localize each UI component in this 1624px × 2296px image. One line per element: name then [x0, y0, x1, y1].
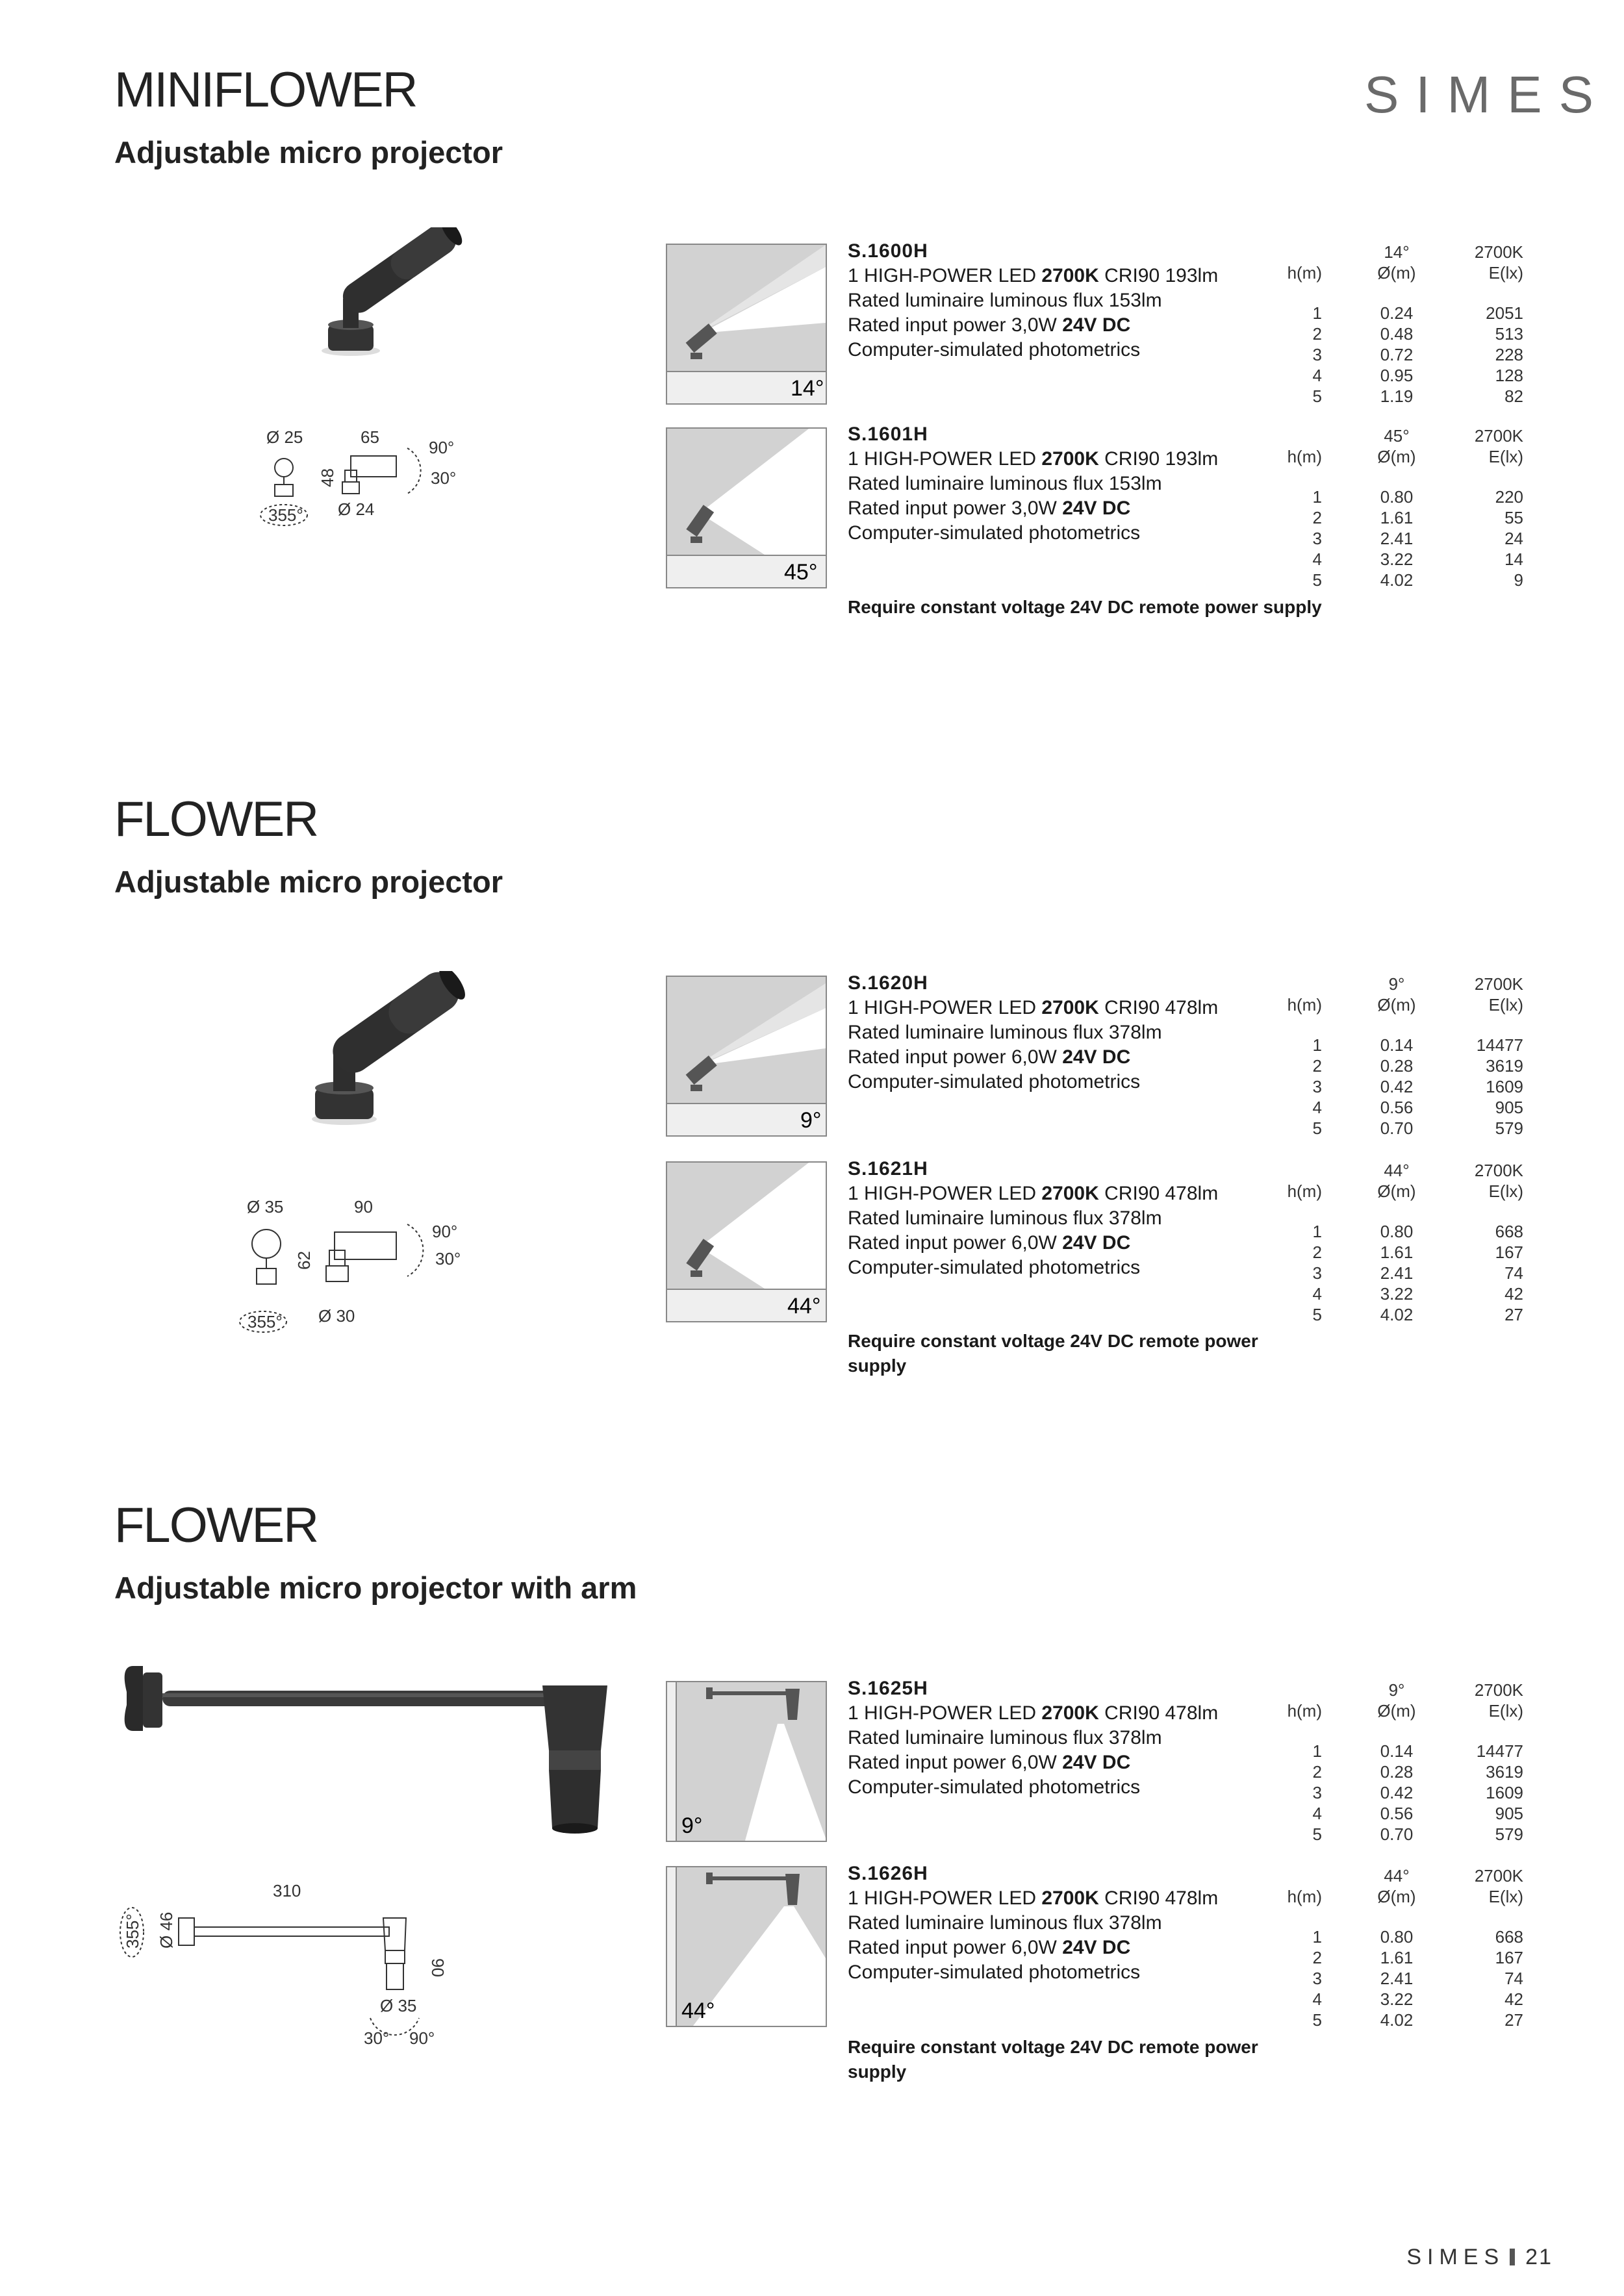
footer-divider	[1510, 2249, 1515, 2265]
photometric-table: 14° 2700K h(m) Ø(m) E(lx) 1 0.24 2051 2 0.48 513 3 0.72 228 4 0.95 128 5 1.19 82	[1289, 242, 1536, 407]
photometric-diagram	[666, 1866, 827, 2027]
table-row: 3 0.42 1609	[1312, 1077, 1523, 1096]
table-row: 1 0.80 668	[1312, 1927, 1523, 1947]
table-row: 2 0.28 3619	[1312, 1056, 1523, 1076]
photometric-diagram	[666, 244, 827, 405]
dimension-drawing-miniflower	[257, 422, 477, 533]
photometric-table: 44° 2700K h(m) Ø(m) E(lx) 1 0.80 668 2 1.61 167 3 2.41 74 4 3.22 42 5 4.02 27	[1289, 1865, 1536, 2030]
dim-dia-top: Ø 35	[247, 1197, 284, 1217]
product-code: S.1625H	[848, 1678, 928, 1699]
table-row: 1 0.24 2051	[1312, 303, 1523, 323]
table-row: 5 1.19 82	[1312, 386, 1523, 406]
table-row: 3 2.41 74	[1312, 1263, 1523, 1283]
table-row: 5 4.02 27	[1312, 2010, 1523, 2030]
section-subtitle: Adjustable micro projector	[114, 135, 503, 170]
table-row: 5 4.02 9	[1312, 570, 1523, 590]
dim-rotation: 355°	[247, 1312, 283, 1331]
photometric-table: 44° 2700K h(m) Ø(m) E(lx) 1 0.80 668 2 1.61 167 3 2.41 74 4 3.22 42 5 4.02 27	[1289, 1160, 1536, 1325]
table-row: 2 1.61 167	[1312, 1948, 1523, 1967]
section-subtitle: Adjustable micro projector	[114, 864, 503, 899]
product-code: S.1600H	[848, 240, 928, 262]
section-subtitle: Adjustable micro projector with arm	[114, 1571, 637, 1605]
product-code: S.1621H	[848, 1158, 928, 1180]
dim-tilt-min: 30°	[431, 468, 457, 488]
page-number: 21	[1525, 2245, 1553, 2269]
power-supply-note: Require constant voltage 24V DC remote power supply	[848, 1331, 1258, 1376]
dim-length: 65	[361, 427, 379, 447]
section-title-flower-arm: FLOWER	[114, 1498, 318, 1553]
dim-dia-wall: Ø 46	[157, 1911, 176, 1949]
dim-rotation: 355°	[268, 505, 303, 525]
table-row: 4 3.22 14	[1312, 549, 1523, 569]
power-supply-note: Require constant voltage 24V DC remote power supply	[848, 2037, 1258, 2082]
photometric-diagram	[666, 427, 827, 588]
table-row: 4 0.56 905	[1312, 1804, 1523, 1823]
dim-length: 90	[354, 1197, 373, 1217]
table-row: 4 3.22 42	[1312, 1989, 1523, 2009]
dim-dia-head: Ø 35	[380, 1996, 417, 2015]
dim-dia-base: Ø 24	[338, 499, 375, 519]
product-code: S.1620H	[848, 972, 928, 994]
dim-height: 48	[318, 468, 337, 487]
dim-rotation: 355°	[123, 1913, 142, 1949]
beam-angle-label: 44°	[787, 1294, 821, 1318]
dim-tilt-min: 30°	[435, 1249, 461, 1268]
section-title-flower: FLOWER	[114, 792, 318, 847]
dim-height: 62	[294, 1251, 314, 1270]
product-spec-s1626h: S.1626H 1 HIGH-POWER LED 2700K CRI90 478lm Rated luminaire luminous flux 378lm Rated input power 6,0W 24V DC Computer-simulated photometrics	[848, 1861, 1354, 1985]
photometric-diagram	[666, 1681, 827, 1842]
table-row: 5 0.70 579	[1312, 1118, 1523, 1138]
product-spec-s1621h: S.1621H 1 HIGH-POWER LED 2700K CRI90 478lm Rated luminaire luminous flux 378lm Rated input power 6,0W 24V DC Computer-simulated photometrics	[848, 1157, 1354, 1280]
dim-tilt-min: 30°	[364, 2028, 390, 2048]
photometric-diagram	[666, 976, 827, 1137]
beam-angle-label: 14°	[791, 376, 824, 401]
beam-angle-label: 44°	[681, 1999, 715, 2023]
photometric-diagram	[666, 1161, 827, 1322]
product-code: S.1626H	[848, 1863, 928, 1884]
dim-dia-top: Ø 25	[266, 427, 303, 447]
table-row: 1 0.80 220	[1312, 487, 1523, 507]
dim-tilt-max: 90°	[432, 1222, 458, 1241]
table-row: 2 1.61 55	[1312, 508, 1523, 527]
table-row: 2 1.61 167	[1312, 1243, 1523, 1262]
dimension-drawing-flower-arm	[114, 1874, 451, 2049]
dim-dia-base: Ø 30	[318, 1306, 355, 1326]
table-row: 2 0.48 513	[1312, 324, 1523, 344]
beam-angle-label: 9°	[800, 1108, 822, 1133]
table-row: 2 0.28 3619	[1312, 1762, 1523, 1782]
dimension-drawing-flower	[237, 1192, 471, 1341]
brand-logo: SIMES	[1364, 66, 1610, 123]
photometric-table: 9° 2700K h(m) Ø(m) E(lx) 1 0.14 14477 2 0.28 3619 3 0.42 1609 4 0.56 905 5 0.70 579	[1289, 974, 1536, 1139]
table-row: 3 2.41 24	[1312, 529, 1523, 548]
beam-angle-label: 45°	[784, 560, 818, 585]
table-row: 4 3.22 42	[1312, 1284, 1523, 1304]
section-title-miniflower: MINIFLOWER	[114, 62, 417, 118]
table-row: 3 2.41 74	[1312, 1969, 1523, 1988]
page-footer	[1406, 2245, 1553, 2270]
product-image-flower	[296, 971, 490, 1133]
table-row: 1 0.14 14477	[1312, 1035, 1523, 1055]
beam-angle-label: 9°	[681, 1813, 703, 1838]
table-row: 5 0.70 579	[1312, 1824, 1523, 1844]
dim-height: 90	[428, 1958, 448, 1977]
power-supply-note: Require constant voltage 24V DC remote power supply	[848, 597, 1322, 617]
photometric-table: 45° 2700K h(m) Ø(m) E(lx) 1 0.80 220 2 1.61 55 3 2.41 24 4 3.22 14 5 4.02 9	[1289, 425, 1536, 590]
table-row: 5 4.02 27	[1312, 1305, 1523, 1324]
dim-length: 310	[273, 1881, 301, 1900]
dim-tilt-max: 90°	[429, 438, 455, 457]
footer-brand: SIMES	[1406, 2245, 1505, 2269]
product-spec-s1625h: S.1625H 1 HIGH-POWER LED 2700K CRI90 478lm Rated luminaire luminous flux 378lm Rated input power 6,0W 24V DC Computer-simulated photometrics	[848, 1676, 1354, 1800]
product-spec-s1601h: S.1601H 1 HIGH-POWER LED 2700K CRI90 193lm Rated luminaire luminous flux 153lm Rated input power 3,0W 24V DC Computer-simulated photometrics	[848, 422, 1354, 546]
product-image-miniflower	[305, 227, 487, 364]
table-row: 4 0.56 905	[1312, 1098, 1523, 1117]
product-spec-s1620h: S.1620H 1 HIGH-POWER LED 2700K CRI90 478lm Rated luminaire luminous flux 378lm Rated input power 6,0W 24V DC Computer-simulated photometrics	[848, 971, 1354, 1094]
product-image-flower-arm	[107, 1653, 627, 1861]
table-row: 1 0.80 668	[1312, 1222, 1523, 1241]
dim-tilt-max: 90°	[409, 2028, 435, 2048]
table-row: 3 0.72 228	[1312, 345, 1523, 364]
table-row: 1 0.14 14477	[1312, 1741, 1523, 1761]
product-spec-s1600h: S.1600H 1 HIGH-POWER LED 2700K CRI90 193lm Rated luminaire luminous flux 153lm Rated input power 3,0W 24V DC Computer-simulated photometrics	[848, 239, 1354, 362]
photometric-table: 9° 2700K h(m) Ø(m) E(lx) 1 0.14 14477 2 0.28 3619 3 0.42 1609 4 0.56 905 5 0.70 579	[1289, 1680, 1536, 1845]
table-row: 4 0.95 128	[1312, 366, 1523, 385]
table-row: 3 0.42 1609	[1312, 1783, 1523, 1802]
product-code: S.1601H	[848, 423, 928, 445]
